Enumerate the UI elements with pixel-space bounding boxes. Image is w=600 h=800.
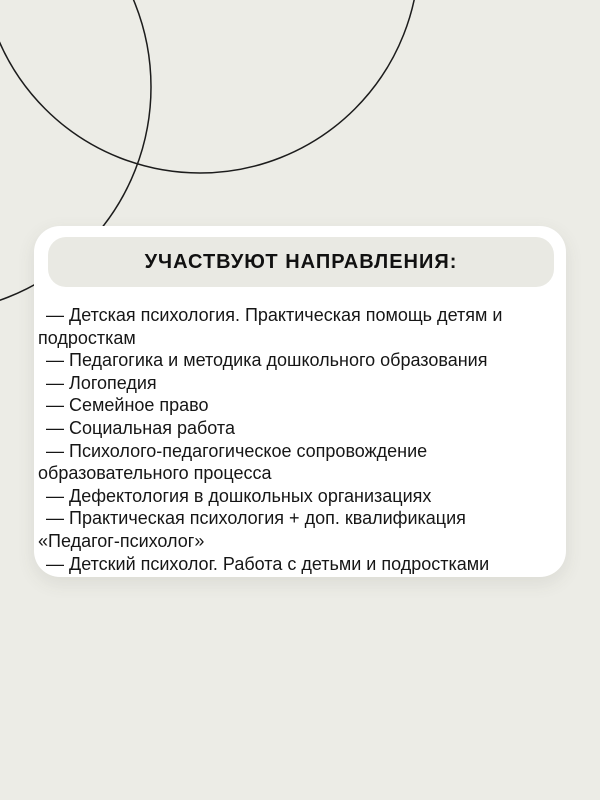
directions-card [34, 226, 566, 577]
direction-item: — Психолого-педагогическое сопровождение образовательного процесса [38, 440, 428, 484]
card-heading: УЧАСТВУЮТ НАПРАВЛЕНИЯ: [144, 250, 458, 273]
direction-item: — Педагогика и методика дошкольного образования [46, 350, 488, 371]
direction-item: — Логопедия [46, 372, 157, 393]
heading-pill [48, 237, 554, 287]
direction-item: — Социальная работа [46, 417, 235, 438]
direction-item: — Практическая психология + доп. квалификация «Педагог-психолог» [38, 508, 466, 551]
direction-item: — Дефектология в дошкольных организациях [46, 485, 432, 506]
circle-outline-icon [0, 0, 419, 173]
direction-item: — Детская психология. Практическая помощь детям и подросткам [38, 305, 503, 348]
direction-item: — Детский психолог. Работа с детьми и подростками [46, 553, 490, 574]
directions-list [38, 304, 540, 575]
direction-item: — Семейное право [46, 395, 209, 416]
